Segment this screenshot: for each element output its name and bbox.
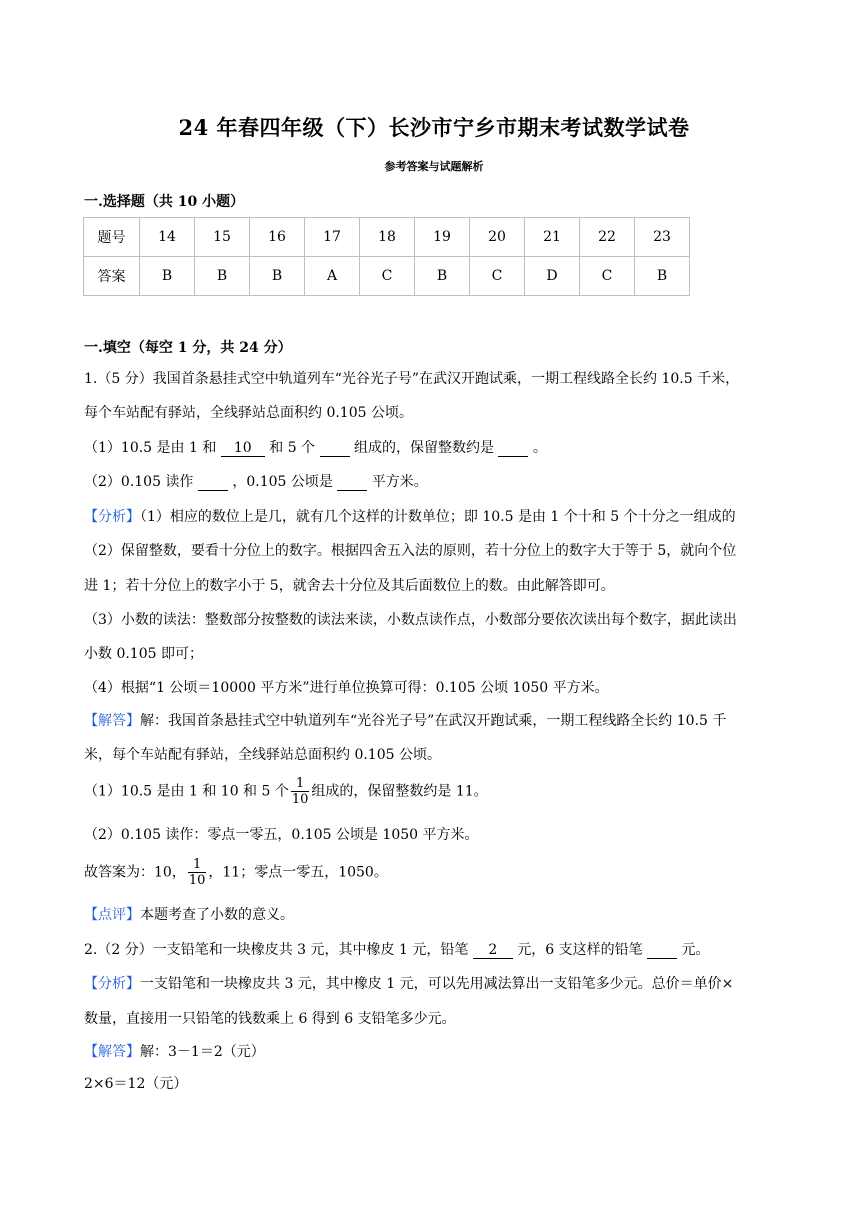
q1-part-1 (84, 438, 547, 458)
q2-solution-line-2: 2×6＝12（元） (84, 1076, 188, 1092)
document-subtitle: 参考答案与试题解析 (384, 160, 484, 173)
table-header-cell: 题号 (84, 218, 140, 257)
table-cell: 20 (470, 218, 525, 257)
table-cell: B (195, 257, 250, 296)
fraction-numerator: 1 (291, 776, 310, 792)
solution-tag: 【解答】 (84, 713, 140, 729)
q2-stem-text-c: 元。 (681, 942, 710, 958)
q2-stem (84, 940, 710, 960)
q1-part1-text-b: 和 5 个 (269, 440, 316, 456)
q2-stem-text-b: 元，6 支这样的铅笔 (517, 942, 643, 958)
table-cell: C (580, 257, 635, 296)
fraction-one-tenth (291, 776, 310, 807)
q1-solution-text: 解：我国首条悬挂式空中轨道列车“光谷光子号”在武汉开跑试乘，一期工程线路全长约 10.5 千 (140, 713, 727, 729)
q2-solution-line-1 (84, 1042, 265, 1062)
q1-blank-5 (337, 474, 367, 491)
q2-analysis-line-1 (84, 974, 733, 994)
q1-solution-line-2: 米，每个车站配有驿站，全线驿站总面积约 0.105 公顷。 (84, 747, 441, 763)
q1-part2-text-a: （2）0.105 读作 (84, 474, 194, 490)
q1-final-answer (84, 857, 388, 888)
table-cell: B (140, 257, 195, 296)
q1-stem-line-1: 1.（5 分）我国首条悬挂式空中轨道列车“光谷光子号”在武汉开跑试乘，一期工程线路全长约 10.5 千米， (84, 371, 740, 387)
q1-analysis-text: （1）相应的数位上是几，就有几个这样的计数单位；即 10.5 是由 1 个十和 5 个十分之一组成的 (140, 509, 736, 525)
section-heading-choice: 一.选择题（共 10 小题） (84, 194, 245, 210)
q2-blank-2 (647, 942, 677, 959)
q1-part1-text-a: （1）10.5 是由 1 和 (84, 440, 217, 456)
fraction-numerator: 1 (188, 857, 207, 873)
table-cell: 22 (580, 218, 635, 257)
section-heading-fill: 一.填空（每空 1 分，共 24 分） (84, 340, 292, 356)
q1-blank-2 (320, 440, 350, 457)
table-cell: 19 (415, 218, 470, 257)
q1-final-text-a: 故答案为：10， (84, 864, 186, 881)
analysis-tag: 【分析】 (84, 509, 140, 525)
q1-comment-text: 本题考查了小数的意义。 (140, 907, 294, 923)
fraction-one-tenth (188, 857, 207, 888)
q1-analysis-line-1 (84, 507, 736, 527)
q1-solution-part-2: （2）0.105 读作：零点一零五，0.105 公顷是 1050 平方米。 (84, 827, 479, 843)
q1-stem-line-2: 每个车站配有驿站，全线驿站总面积约 0.105 公顷。 (84, 405, 413, 421)
q2-analysis-line-2: 数量，直接用一只铅笔的钱数乘上 6 得到 6 支铅笔多少元。 (84, 1011, 456, 1027)
q1-analysis-line-4: （3）小数的读法：整数部分按整数的读法来读，小数点读作点，小数部分要依次读出每个数字，据此读出 (84, 612, 737, 628)
q1-blank-4 (198, 474, 228, 491)
q1-sol1-text-a: （1）10.5 是由 1 和 10 和 5 个 (84, 783, 289, 800)
q2-stem-text-a: 2.（2 分）一支铅笔和一块橡皮共 3 元，其中橡皮 1 元，铅笔 (84, 942, 469, 958)
q2-solution-text: 解：3－1＝2（元） (140, 1044, 265, 1060)
table-header-cell: 答案 (84, 257, 140, 296)
q1-part1-text-d: 。 (532, 440, 547, 456)
q2-analysis-text: 一支铅笔和一块橡皮共 3 元，其中橡皮 1 元，可以先用减法算出一支铅笔多少元。总价＝单价× (140, 976, 734, 992)
table-row (84, 218, 690, 257)
q1-analysis-line-2: （2）保留整数，要看十分位上的数字。根据四舍五入法的原则，若十分位上的数字大于等于 5，就向个位 (84, 543, 737, 559)
table-cell: B (635, 257, 690, 296)
table-row (84, 257, 690, 296)
table-cell: 21 (525, 218, 580, 257)
table-cell: D (525, 257, 580, 296)
table-cell: C (360, 257, 415, 296)
q1-part2-text-b: ，0.105 公顷是 (232, 474, 333, 490)
fraction-denominator: 10 (291, 792, 309, 807)
q1-solution-part-1 (84, 776, 488, 807)
q2-blank-1: 2 (473, 942, 513, 959)
q1-part-2 (84, 472, 428, 492)
q1-solution-line-1 (84, 711, 726, 731)
q1-comment (84, 905, 294, 925)
table-cell: 23 (635, 218, 690, 257)
comment-tag: 【点评】 (84, 907, 140, 923)
q1-part2-text-c: 平方米。 (371, 474, 428, 490)
fraction-denominator: 10 (188, 873, 206, 888)
q1-sol1-text-b: 组成的，保留整数约是 11。 (311, 783, 488, 800)
table-cell: B (250, 257, 305, 296)
table-cell: 17 (305, 218, 360, 257)
q1-blank-1: 10 (221, 440, 265, 457)
table-cell: 14 (140, 218, 195, 257)
table-cell: 15 (195, 218, 250, 257)
q1-part1-text-c: 组成的，保留整数约是 (353, 440, 494, 456)
table-cell: C (470, 257, 525, 296)
table-cell: 16 (250, 218, 305, 257)
q1-blank-3 (498, 440, 528, 457)
document-title: 24 年春四年级（下）长沙市宁乡市期末考试数学试卷 (178, 115, 690, 140)
table-cell: 18 (360, 218, 415, 257)
q1-analysis-line-5: 小数 0.105 即可； (84, 646, 203, 662)
answer-table (83, 217, 690, 296)
solution-tag: 【解答】 (84, 1044, 140, 1060)
table-cell: A (305, 257, 360, 296)
table-cell: B (415, 257, 470, 296)
q1-final-text-b: ，11；零点一零五，1050。 (208, 864, 388, 881)
q1-analysis-line-6: （4）根据“1 公顷＝10000 平方米”进行单位换算可得：0.105 公顷 1050 平方米。 (84, 680, 609, 696)
analysis-tag: 【分析】 (84, 976, 140, 992)
q1-analysis-line-3: 进 1；若十分位上的数字小于 5，就舍去十分位及其后面数位上的数。由此解答即可。 (84, 578, 615, 594)
